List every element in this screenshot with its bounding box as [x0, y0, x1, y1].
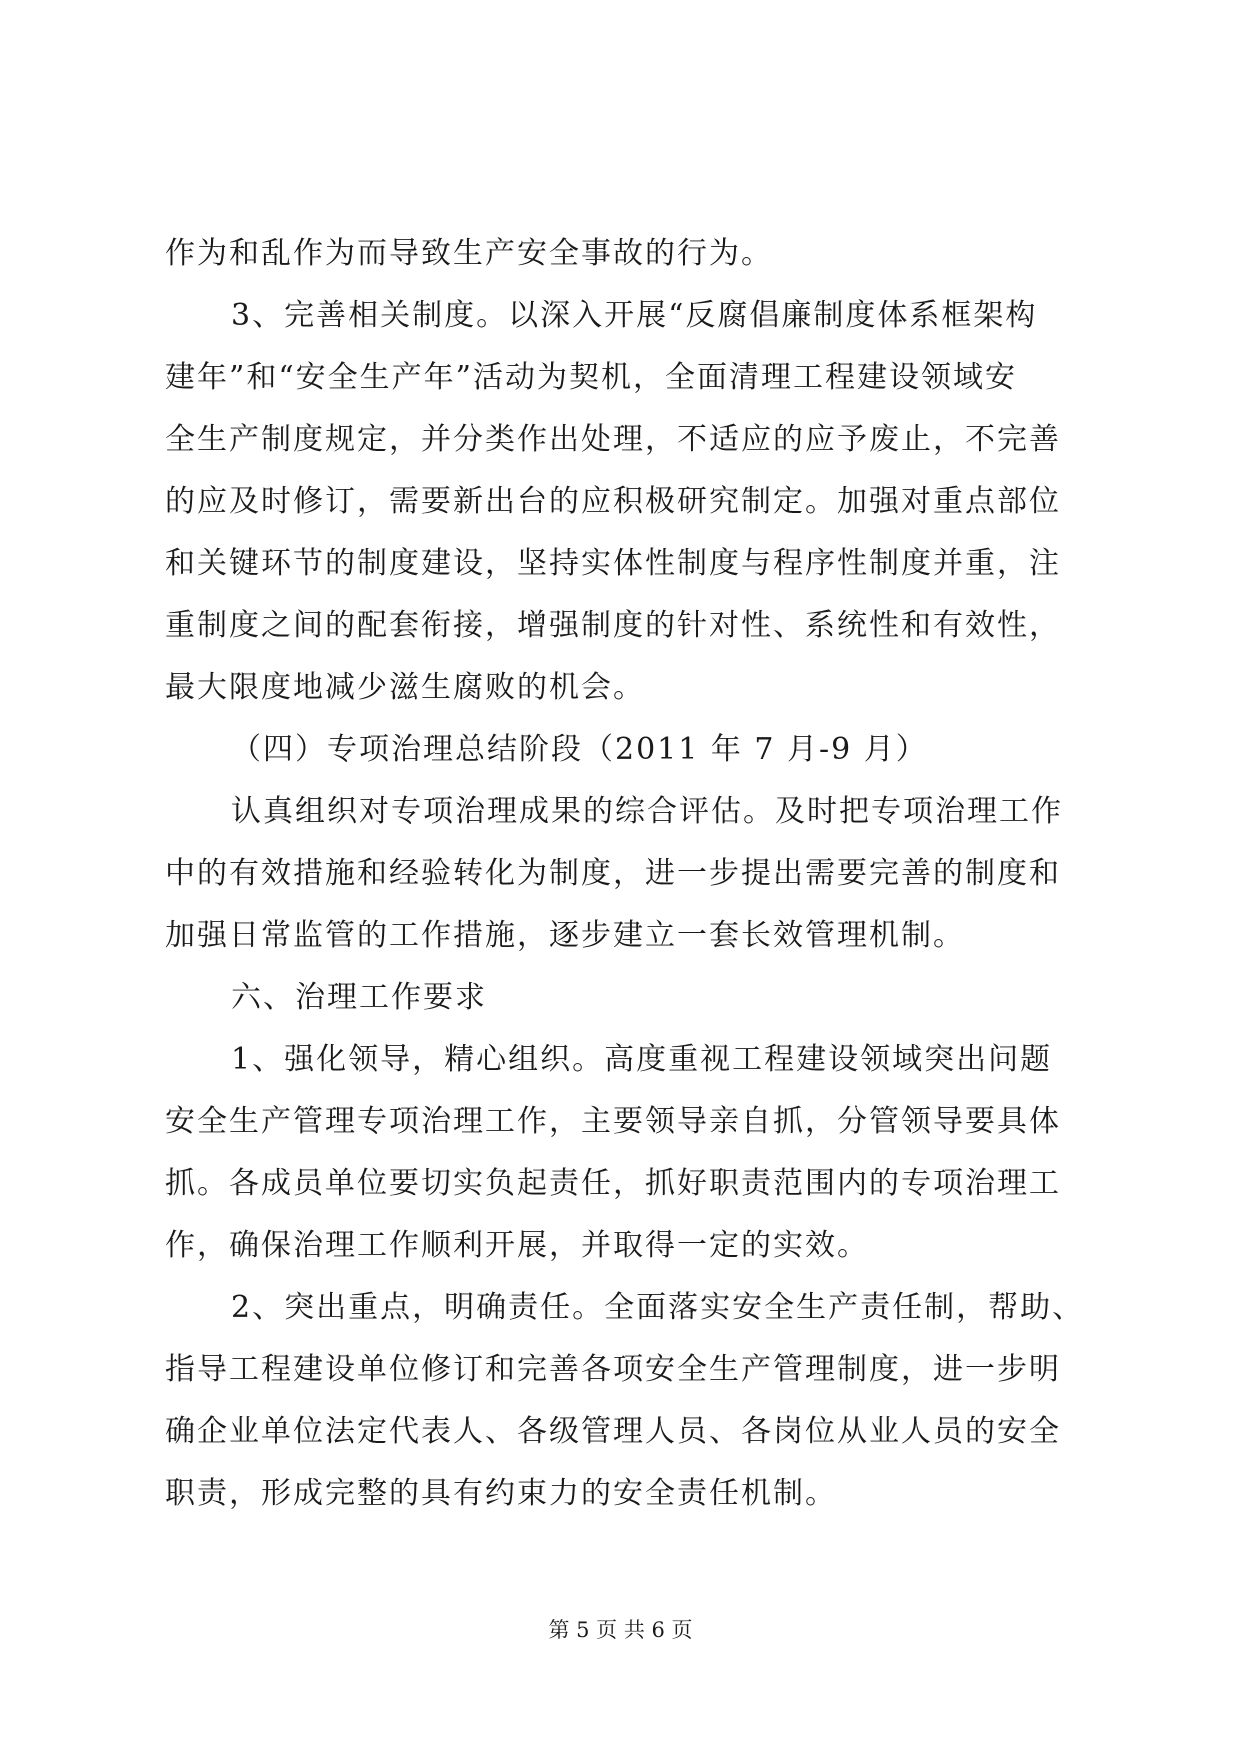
body-text [165, 223, 1085, 1525]
text-line: 建年”和“安全生产年”活动为契机，全面清理工程建设领域安 [165, 360, 1018, 395]
text-line: 全生产制度规定，并分类作出处理，不适应的应予废止，不完善 [165, 422, 1061, 457]
text-line: 的应及时修订，需要新出台的应积极研究制定。加强对重点部位 [165, 484, 1061, 519]
text-line: 作为和乱作为而导致生产安全事故的行为。 [165, 236, 773, 271]
text-line: 安全生产管理专项治理工作，主要领导亲自抓，分管领导要具体 [165, 1104, 1061, 1139]
text-line: 中的有效措施和经验转化为制度，进一步提出需要完善的制度和 [165, 856, 1061, 891]
text-line: 抓。各成员单位要切实负起责任，抓好职责范围内的专项治理工 [165, 1166, 1061, 1201]
text-line: 职责，形成完整的具有约束力的安全责任机制。 [165, 1476, 837, 1511]
text-line: 和关键环节的制度建设，坚持实体性制度与程序性制度并重，注 [165, 546, 1061, 581]
text-line: 确企业单位法定代表人、各级管理人员、各岗位从业人员的安全 [165, 1414, 1061, 1449]
text-line: 重制度之间的配套衔接，增强制度的针对性、系统性和有效性， [165, 608, 1061, 643]
text-line: 指导工程建设单位修订和完善各项安全生产管理制度，进一步明 [165, 1352, 1061, 1387]
section-heading: 六、治理工作要求 [231, 980, 487, 1015]
text-line: 加强日常监管的工作措施，逐步建立一套长效管理机制。 [165, 918, 965, 953]
text-line: 认真组织对专项治理成果的综合评估。及时把专项治理工作 [231, 794, 1063, 829]
text-line: 作，确保治理工作顺利开展，并取得一定的实效。 [165, 1228, 869, 1263]
text-line: 1、强化领导，精心组织。高度重视工程建设领域突出问题 [231, 1042, 1053, 1077]
section-heading: （四）专项治理总结阶段（2011 年 7 月-9 月） [231, 732, 928, 767]
text-line: 2、突出重点，明确责任。全面落实安全生产责任制，帮助、 [231, 1290, 1085, 1325]
page-number: 第 5 页 共 6 页 [548, 1618, 693, 1642]
text-line: 3、完善相关制度。以深入开展“反腐倡廉制度体系框架构 [231, 298, 1038, 333]
text-line: 最大限度地减少滋生腐败的机会。 [165, 670, 645, 705]
